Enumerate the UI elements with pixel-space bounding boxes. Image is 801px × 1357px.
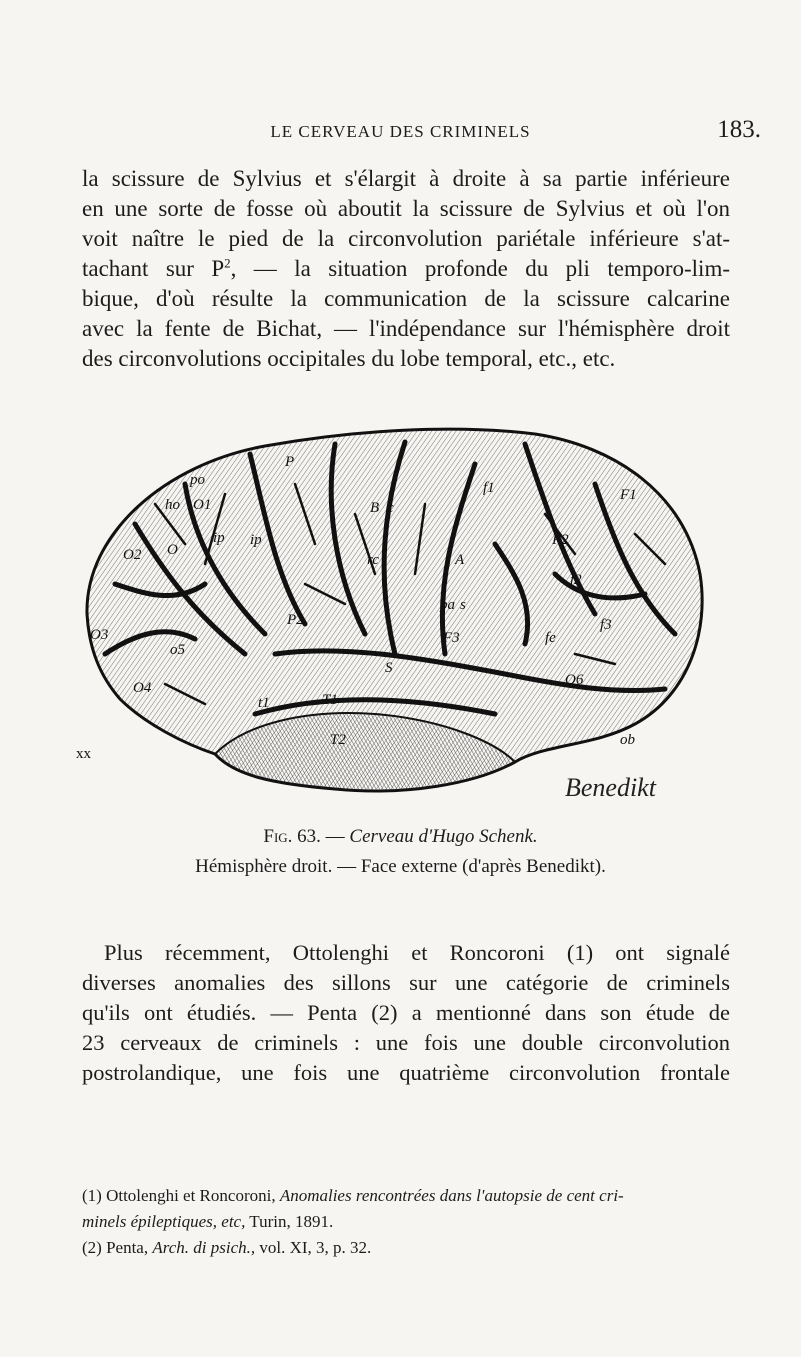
figure-caption [0,826,801,848]
label-b: B [370,500,380,516]
brain-figure [75,424,710,819]
text-line: en une sorte de fosse où aboutit la scissure de Sylvius et où l'on [82,196,730,221]
label-f1-small: f1 [483,480,495,496]
label-po: po [190,472,205,488]
label-s: S [385,660,393,676]
text-line: Plus récemment, Ottolenghi et Roncoroni (1) ont signalé [104,940,730,965]
footnote-prefix: (2) Penta, [82,1238,153,1257]
label-o6: O6 [565,672,584,688]
label-f2-small: f2 [570,572,582,588]
label-a: A [455,552,465,568]
label-f1: F1 [620,487,637,503]
label-ho: ho [165,497,180,513]
label-pa: pa [440,597,455,613]
running-title: LE CERVEAU DES CRIMINELS [270,122,531,141]
text-line: postrolandique, une fois une quatrième circonvolution frontale [82,1060,730,1085]
figure-number: Fig. 63. [263,826,321,847]
label-t1: T1 [322,692,338,708]
text-line: diverses anomalies des sillons sur une catégorie de criminels [82,970,730,995]
label-p1: P [285,454,295,470]
footnote-rest: vol. XI, 3, p. 32. [255,1238,372,1257]
text-line: avec la fente de Bichat, — l'indépendance sur l'hémisphère droit [82,316,730,341]
label-o5: o5 [170,642,185,658]
label-o4: O4 [133,680,152,696]
page-number: 183. [717,116,761,143]
text-fragment: , — la situation profonde du pli temporo-lim- [230,256,730,281]
figure-title: Cerveau d'Hugo Schenk. [349,826,538,847]
label-o2: O2 [123,547,142,563]
footnote-1-cont [82,1209,730,1235]
footnote-title: Arch. di psich., [152,1238,256,1257]
caption-dash: — [325,826,345,847]
paragraph-bottom [82,938,730,1088]
figure-subcaption: Hémisphère droit. — Face externe (d'après Benedikt). [195,856,606,877]
text-line: 23 cerveaux de criminels : une fois une double circonvolution [82,1030,730,1055]
label-t2: T2 [330,732,346,748]
text-line: des circonvolutions occipitales du lobe temporal, etc., etc. [82,346,616,371]
label-fe: fe [545,630,556,646]
label-f3: F3 [443,630,460,646]
footnote-2 [82,1235,730,1261]
label-c: c [387,500,394,516]
signature-benedikt: Benedikt [565,773,656,802]
text-line: qu'ils ont étudiés. — Penta (2) a mentionné dans son étude de [82,1000,730,1025]
label-f2: F2 [552,532,569,548]
paragraph-top [82,164,730,374]
footnotes [82,1183,730,1261]
footnote-1 [82,1183,730,1209]
label-ip-2: ip [250,532,262,548]
superscript: 2 [224,255,231,271]
label-p2: P2 [287,612,304,628]
label-rc: rc [367,552,379,568]
text-line: voit naître le pied de la circonvolution pariétale inférieure s'at- [82,226,730,251]
page-header [0,116,801,150]
label-sa: s [460,597,466,613]
brain-illustration [75,424,710,819]
label-t1-small: t1 [258,695,270,711]
label-oz: O [167,542,178,558]
footnote-prefix: (1) Ottolenghi et Roncoroni, [82,1186,280,1205]
text-line [82,254,730,284]
label-f3-small: f3 [600,617,612,633]
text-line: la scissure de Sylvius et s'élargit à droite à sa partie inférieure [82,166,730,191]
label-xx: xx [76,746,91,762]
text-fragment: tachant sur P [82,256,225,281]
footnote-title-cont: minels épileptiques, etc, [82,1212,246,1231]
footnote-rest: Turin, 1891. [245,1212,334,1231]
label-ip: ip [213,530,225,546]
footnote-title: Anomalies rencontrées dans l'autopsie de cent cri- [279,1186,624,1205]
text-line: bique, d'où résulte la communication de la scissure calcarine [82,286,730,311]
label-o1: O1 [193,497,212,513]
label-o3: O3 [90,627,109,643]
label-ob: ob [620,732,635,748]
